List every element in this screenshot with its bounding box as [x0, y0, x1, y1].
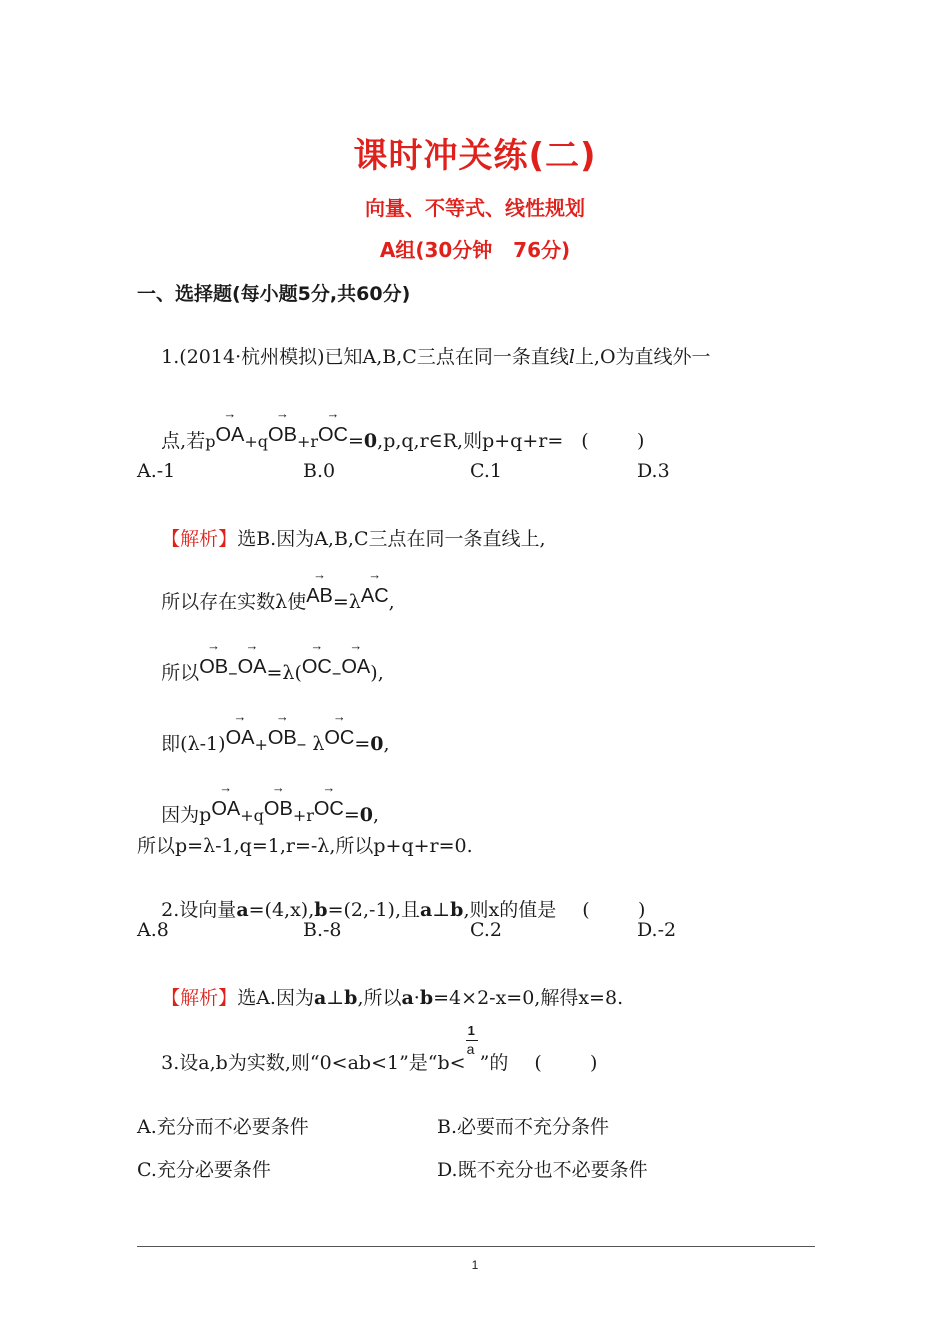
a1-line6: 所以p=λ-1,q=1,r=-λ,所以p+q+r=0. [137, 835, 473, 857]
line-l: l [568, 346, 575, 368]
q3-option-a: A.充分而不必要条件 [137, 1116, 309, 1138]
vector-oa: → OA [238, 656, 267, 679]
analysis-tag: 【解析】 [161, 987, 238, 1009]
a1-line3: 所以→ OB–→ OA=λ(→ OC–→ OA), [137, 634, 384, 707]
fraction-one-over-a: $\frac{1}{a}$ [466, 1049, 480, 1069]
q2-option-a: A.8 [137, 919, 169, 941]
q1-option-b: B.0 [303, 460, 336, 482]
vector-ac: → AC [361, 585, 389, 608]
vector-oc: → OC [324, 727, 354, 750]
vector-ob: → OB [199, 656, 228, 679]
vector-ob: → OB [268, 424, 297, 447]
vector-oc: → OC [314, 798, 344, 821]
q1-option-a: A.-1 [137, 460, 176, 482]
vector-ob: → OB [268, 727, 297, 750]
q3-stem: 3.设a,b为实数,则“0<ab<1”是“b< $\frac{1}{a}$ ”的 ( ) [161, 1023, 598, 1074]
group-heading: A组(30分钟 76分) [379, 238, 571, 262]
q3-option-b: B.必要而不充分条件 [437, 1116, 610, 1138]
vector-oa: → OA [215, 424, 244, 447]
a1-line2: 所以存在实数λ使→ AB=λ→ AC, [137, 563, 395, 636]
q1-option-c: C.1 [470, 460, 502, 482]
page-subtitle: 向量、不等式、线性规划 [365, 196, 585, 220]
analysis-tag: 【解析】 [161, 528, 238, 550]
section-heading: 一、选择题(每小题5分,共60分) [137, 283, 411, 305]
page-title: 课时冲关练(二) [353, 136, 597, 176]
vector-oc: → OC [318, 424, 348, 447]
vector-oa: → OA [211, 798, 240, 821]
q2-stem: 2.设向量a=(4,x),b=(2,-1),且a⊥b,则x的值是 ( ) [161, 899, 646, 921]
q1-line2: 点,若p→ OA+q→ OB+r→ OC=0,p,q,r∈R,则p+q+r= ( ) [137, 402, 644, 475]
q2-option-b: B.-8 [303, 919, 342, 941]
footer-divider [137, 1246, 815, 1247]
q2-option-c: C.2 [470, 919, 502, 941]
vector-oc: → OC [302, 656, 332, 679]
a1-line4: 即(λ-1)→ OA+→ OB– λ→ OC=0, [137, 705, 390, 778]
a1-line1: 【解析】选B.因为A,B,C三点在同一条直线上, [161, 528, 546, 550]
q1-option-d: D.3 [637, 460, 670, 482]
vector-ob: → OB [264, 798, 293, 821]
q3-option-d: D.既不充分也不必要条件 [437, 1159, 648, 1181]
a1-line5: 因为p→ OA+q→ OB+r→ OC=0, [137, 776, 379, 849]
q3-option-c: C.充分必要条件 [137, 1159, 271, 1181]
vector-oa: → OA [341, 656, 370, 679]
vector-oa: → OA [226, 727, 255, 750]
page-number: 1 [471, 1258, 479, 1272]
a2-line: 【解析】选A.因为a⊥b,所以a·b=4×2-x=0,解得x=8. [161, 987, 624, 1009]
vector-ab: → AB [306, 585, 333, 608]
q1-line1: 1.(2014·杭州模拟)已知A,B,C三点在同一条直线l上,O为直线外一 [161, 346, 711, 368]
q2-option-d: D.-2 [637, 919, 677, 941]
